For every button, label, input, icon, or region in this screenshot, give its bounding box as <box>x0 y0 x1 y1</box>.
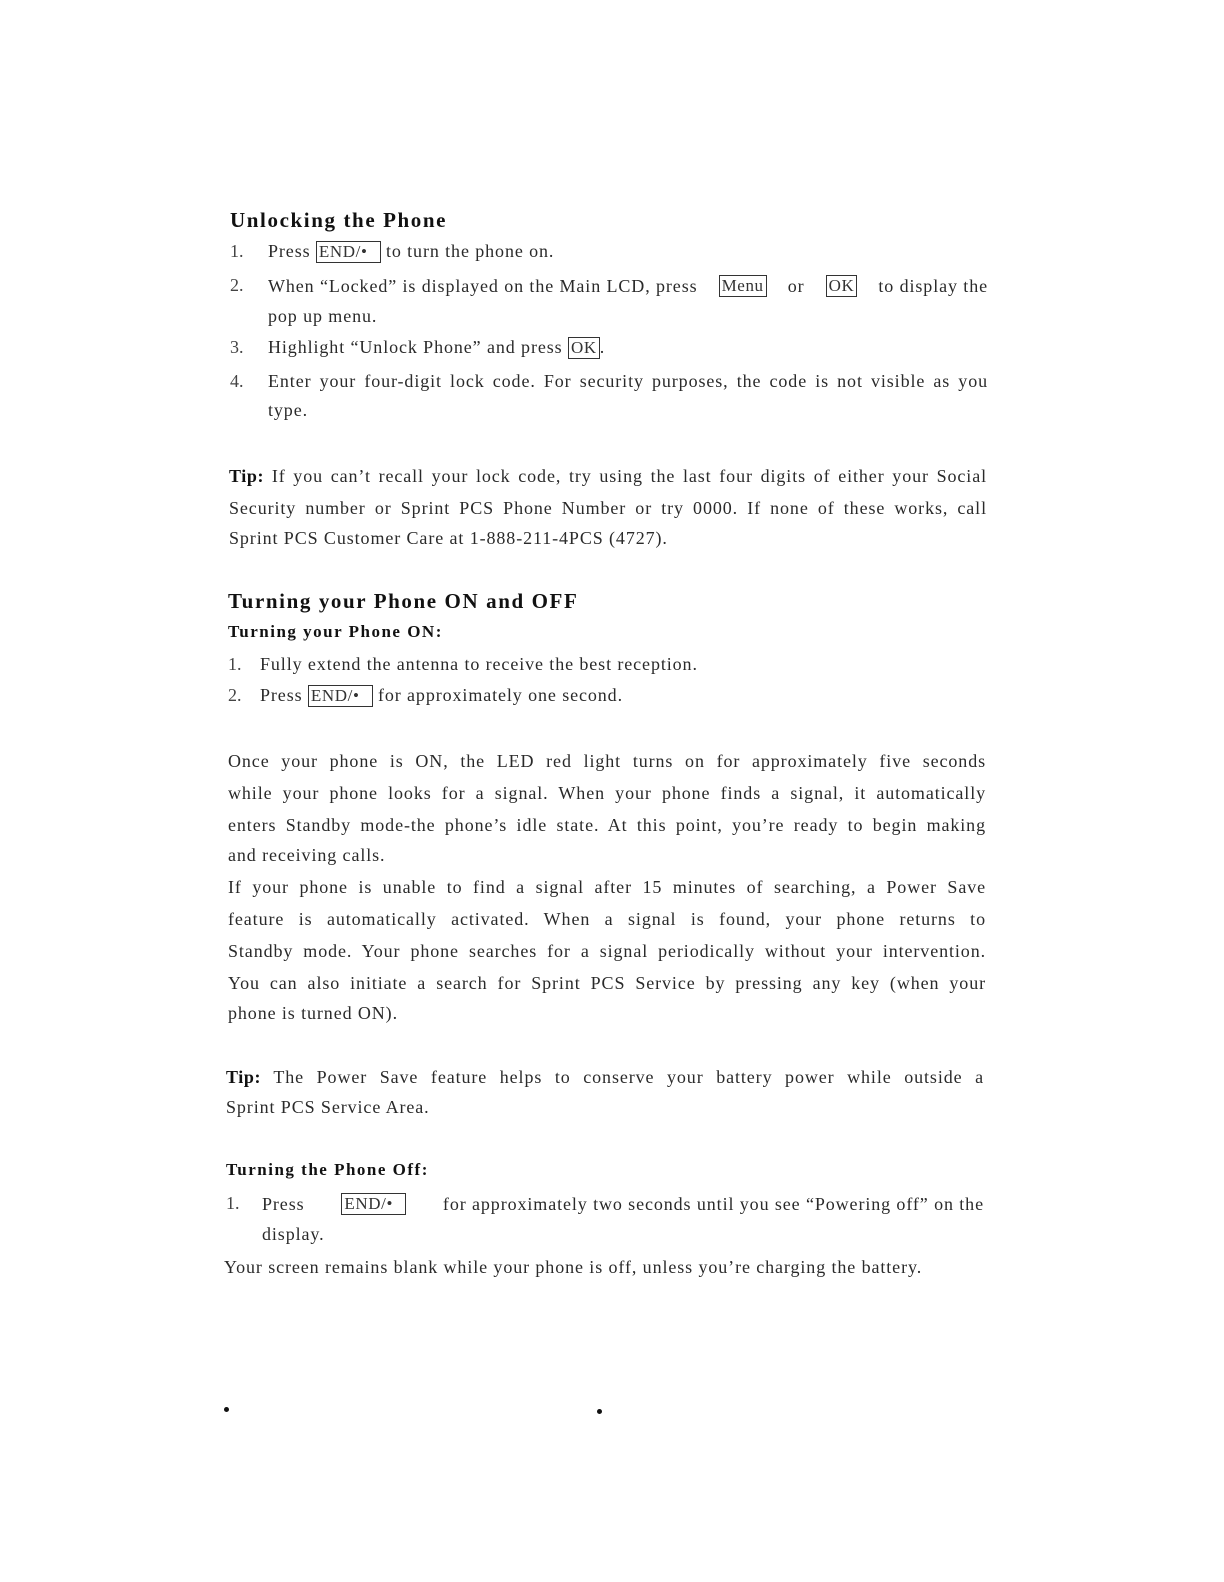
tip-label: Tip: <box>226 1067 262 1087</box>
step-text: Highlight “Unlock Phone” and press <box>268 337 563 357</box>
on-paragraph-2-line-2: feature is automatically activated. When a signal is found, your phone returns to <box>228 909 986 929</box>
step-number: 4. <box>230 371 244 391</box>
section-title-unlocking: Unlocking the Phone <box>230 208 448 232</box>
step-text: Press <box>268 241 311 261</box>
menu-key-label: Menu <box>719 275 767 297</box>
step-text: Press <box>262 1193 305 1214</box>
step-text: for approximately two seconds until you see “Powering off” on the <box>442 1193 984 1214</box>
on-step-2 <box>260 685 623 707</box>
step-number: 1. <box>226 1193 240 1213</box>
tip-label: Tip: <box>229 466 265 486</box>
ok-key-label: OK <box>826 275 858 297</box>
unlock-step-4-continued: type. <box>268 400 308 420</box>
power-tip-line-1: Tip: The Power Save feature helps to conserve your battery power while outside a <box>226 1067 984 1087</box>
step-number: 2. <box>228 685 242 705</box>
unlock-tip-line-2: Security number or Sprint PCS Phone Number or try 0000. If none of these works, call <box>229 498 987 518</box>
on-paragraph-2-line-1: If your phone is unable to find a signal after 15 minutes of searching, a Power Save <box>228 877 986 897</box>
step-number: 3. <box>230 337 244 357</box>
power-tip-line-2: Sprint PCS Service Area. <box>226 1097 430 1117</box>
unlock-tip-line-1: Tip: If you can’t recall your lock code, try using the last four digits of either your Social <box>229 466 987 486</box>
on-paragraph-1-line-2: while your phone looks for a signal. When your phone finds a signal, it automatically <box>228 783 986 803</box>
on-paragraph-1-line-1: Once your phone is ON, the LED red light turns on for approximately five seconds <box>228 751 986 771</box>
unlock-tip-line-3: Sprint PCS Customer Care at 1-888-211-4PCS (4727). <box>229 528 668 548</box>
on-step-1: Fully extend the antenna to receive the best reception. <box>260 654 698 674</box>
off-step-1-continued: display. <box>262 1224 325 1244</box>
step-text: for approximately one second. <box>377 685 623 705</box>
step-text: When “Locked” is displayed on the Main LCD, press <box>268 275 698 296</box>
step-number: 1. <box>230 241 244 261</box>
end-key-label: END/• <box>341 1193 406 1215</box>
on-paragraph-2-line-4: You can also initiate a search for Sprint PCS Service by pressing any key (when your <box>228 973 986 993</box>
unlock-step-1 <box>268 241 554 263</box>
unlock-step-2-continued: pop up menu. <box>268 306 378 326</box>
on-paragraph-1-line-3: enters Standby mode-the phone’s idle state. At this point, you’re ready to begin making <box>228 815 986 835</box>
on-paragraph-2-line-5: phone is turned ON). <box>228 1003 398 1023</box>
bullet-mark <box>224 1407 229 1412</box>
step-text: or <box>787 275 805 296</box>
step-text: to turn the phone on. <box>385 241 555 261</box>
unlock-step-4: Enter your four-digit lock code. For security purposes, the code is not visible as you <box>268 371 988 391</box>
subsection-title-off: Turning the Phone Off: <box>226 1160 429 1179</box>
off-closing-line: Your screen remains blank while your phone is off, unless you’re charging the battery. <box>224 1257 923 1277</box>
unlock-step-2 <box>268 275 988 297</box>
end-key-label: END/• <box>308 685 373 707</box>
on-paragraph-1-line-4: and receiving calls. <box>228 845 386 865</box>
section-title-power: Turning your Phone ON and OFF <box>228 589 579 613</box>
step-number: 1. <box>228 654 242 674</box>
step-text: to display the <box>878 275 988 296</box>
subsection-title-on: Turning your Phone ON: <box>228 622 443 641</box>
step-text: . <box>599 337 606 357</box>
ok-key-label: OK <box>568 337 600 359</box>
off-step-1 <box>262 1193 984 1215</box>
unlock-step-3 <box>268 337 605 359</box>
step-number: 2. <box>230 275 244 295</box>
on-paragraph-2-line-3: Standby mode. Your phone searches for a signal periodically without your intervention. <box>228 941 986 961</box>
end-key-label: END/• <box>316 241 381 263</box>
bullet-mark <box>597 1409 602 1414</box>
step-text: Press <box>260 685 303 705</box>
